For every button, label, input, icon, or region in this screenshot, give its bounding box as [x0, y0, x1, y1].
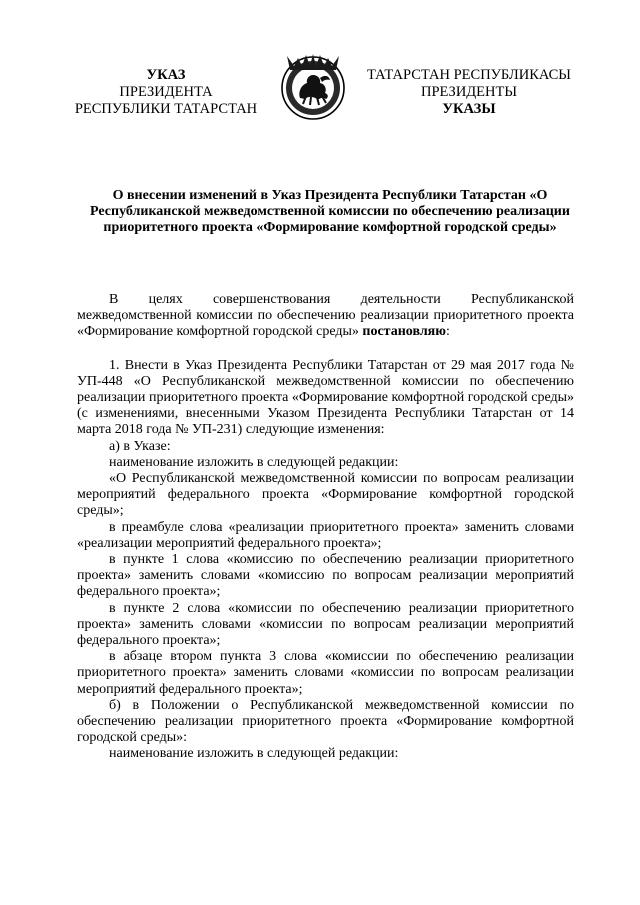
header-right-line-1: ТАТАРСТАН РЕСПУБЛИКАСЫ	[367, 67, 571, 83]
header-left-line-3: РЕСПУБЛИКИ ТАТАРСТАН	[74, 101, 258, 117]
tatarstan-emblem-icon	[280, 52, 346, 122]
paragraph-5: в преамбуле слова «реализации приоритетного проекта» заменить словами «реализации мероприятий федерального проекта»;	[77, 519, 574, 551]
paragraph-6: в пункте 1 слова «комиссию по обеспечению реализации приоритетного проекта» заменить словами «комиссию по вопросам реализации мероприятий федерального проекта»;	[77, 552, 574, 600]
header-left-line-1: УКАЗ	[146, 67, 186, 83]
paragraph-1: 1. Внести в Указ Президента Республики Татарстан от 29 мая 2017 года № УП-448 «О Республиканской межведомственной комиссии по обеспечению реализации приоритетного проекта «Формирование комфортной городской среды» (с изменениями, внесенными Указом Президента Республики Татарстан от 14 марта 2018 года № УП-231) следующие изменения:	[77, 357, 574, 438]
paragraph-2: а) в Указе:	[109, 438, 171, 454]
preamble-keyword: постановляю	[362, 324, 446, 340]
header-left	[66, 67, 266, 118]
paragraph-3: наименование изложить в следующей редакции:	[109, 454, 399, 470]
header-right-line-2: ПРЕЗИДЕНТЫ	[420, 84, 518, 100]
preamble-end: :	[445, 324, 450, 340]
preamble	[77, 292, 574, 341]
decree-body	[77, 292, 574, 763]
preamble-text: В целях совершенствования деятельности Республиканской межведомственной комиссии по обеспечению реализации приоритетного проекта «Формирование комфортной городской среды»	[77, 292, 574, 340]
header-left-line-2: ПРЕЗИДЕНТА	[119, 84, 213, 100]
header-right	[356, 67, 582, 118]
paragraph-10: наименование изложить в следующей редакции:	[109, 746, 399, 762]
paragraph-9: б) в Положении о Республиканской межведомственной комиссии по обеспечению реализации приоритетного проекта «Формирование комфортной городской среды»:	[77, 697, 574, 746]
header-right-line-3: УКАЗЫ	[442, 101, 496, 117]
paragraph-4: «О Республиканской межведомственной комиссии по вопросам реализации мероприятий федерального проекта «Формирование комфортной городской среды»;	[77, 471, 574, 519]
decree-title: О внесении изменений в Указ Президента Республики Татарстан «О Республиканской межведомственной комиссии по обеспечению реализации приоритетного проекта «Формирование комфортной городской среды»	[90, 188, 570, 236]
paragraph-7: в пункте 2 слова «комиссии по обеспечению реализации приоритетного проекта» заменить словами «комиссии по вопросам реализации мероприятий федерального проекта»;	[77, 600, 574, 649]
paragraph-8: в абзаце втором пункта 3 слова «комиссии по обеспечению реализации приоритетного проекта» заменить словами «комиссии по вопросам реализации мероприятий федерального проекта»;	[77, 649, 574, 697]
